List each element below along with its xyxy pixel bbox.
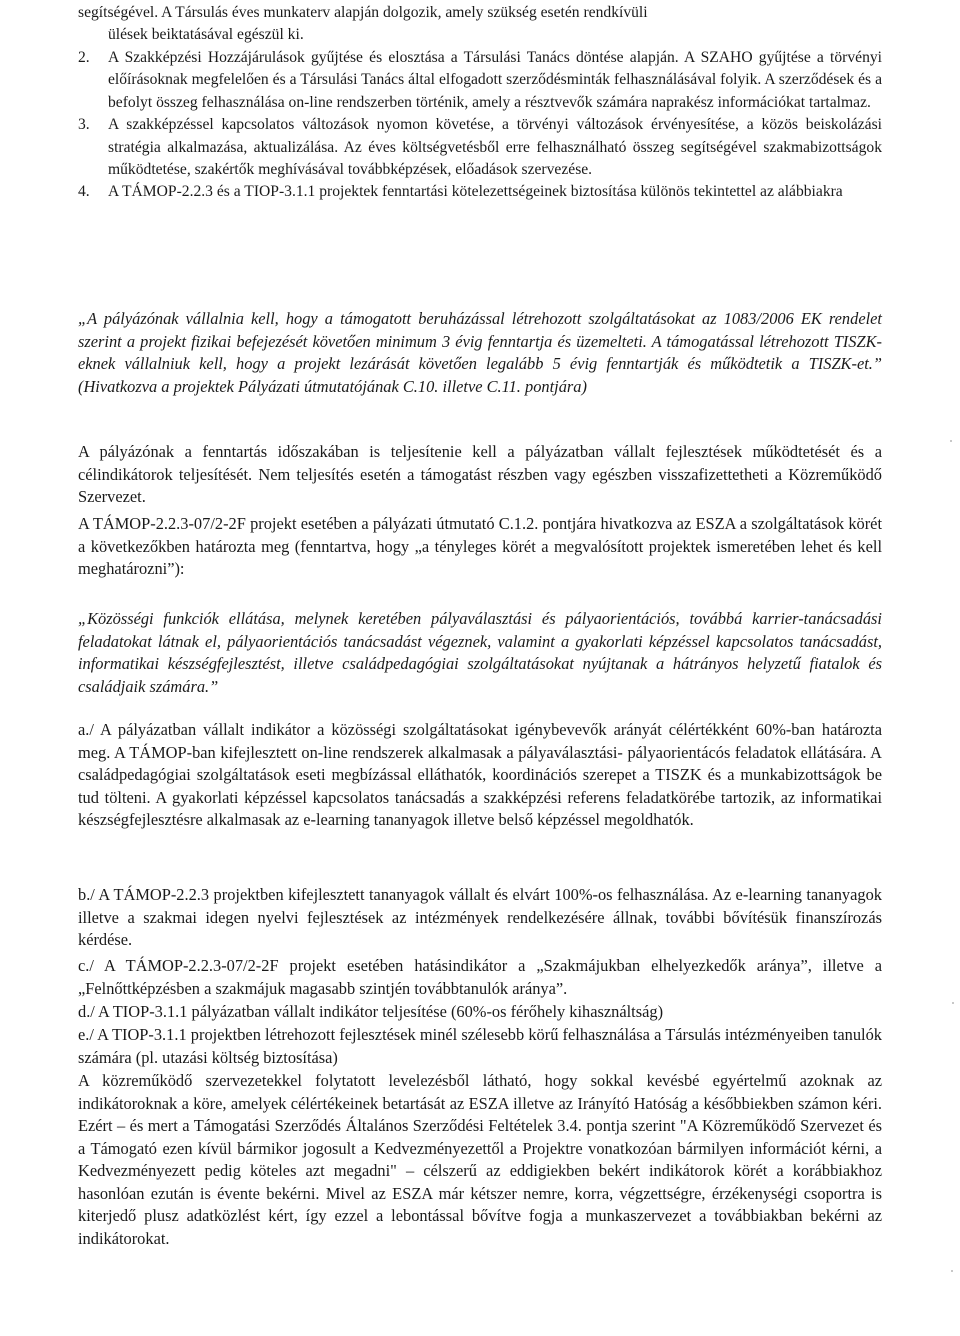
list-item [78,47,882,114]
paragraph-d-ferohely: d./ A TIOP-3.1.1 pályázatban vállalt indikátor teljesítése (60%-os férőhely kihasználtság) [78,1002,664,1021]
intro-paragraph [78,2,882,47]
paragraph-c-hatasindikator: c./ A TÁMOP-2.2.3-07/2-2F projekt esetében hatásindikátor a „Szakmájukban elhelyezkedők aránya”, illetve a „Felnőttképzésben a szakmájuk magasabb szintjén továbbtanulók aránya”. [78,956,882,998]
list-item [78,181,882,203]
paragraph-kozremukodo-szervezetek: A közreműködő szervezetekkel folytatott levelezésből látható, hogy sokkal kevésbé egyértelmű azoknak az indikátoroknak a köre, amelyek célértékeinek betartását az ESZA illetve az Irányító Hatóság a későbbiekben számon kéri. Ezért – és mert a Támogatási Szerződés Általános Szerződési Feltételek 3.4. pontja szerint "A Közreműködő Szervezet és a Támogató ezen kívül bármikor jogosult a Kedvezményezettől a Projektre vonatkozóan bármilyen információt kérni, a Kedvezményezett pedig köteles azt megadni" – célszerű az eddigiekben bekért indikátorok körét a korábbiakhoz hasonlóan ezután is évente bekérni. Mivel az ESZA már kétszer nemre, korra, végzettségre, érzékenységi csoportra is kiterjedő plusz adatközlést kért, így ezzel a lebontással bővítve fogja a munkaszervezet a továbbiakban bekérni az indikátorokat. [78,1071,882,1248]
intro-line-2: ülések beiktatásával egészül ki. [108,26,304,44]
paragraph-a-indikator: a./ A pályázatban vállalt indikátor a közösségi szolgáltatásokat igénybevevők arányát célértékként 60%-ban határozta meg. A TÁMOP-ban kifejlesztett on-line rendszerek alkalmasak a pályaválasztási- pályaorientácós feladatok ellátására. A családpedagógiai szolgáltatások eseti megbízással elláthatók, koordinációs szerepet a TISZK és a munkabizottságok be tud tölteni. A gyakorlati képzéssel kapcsolatos tanácsadás a szakképzési referens feladatkörébe tartozik, az informatikai készségfejlesztésre alkalmasak az e-learning tananyagok illetve belső képzéssel megoldhatók. [78,720,882,829]
list-item-text: A Szakképzési Hozzájárulások gyűjtése és elosztása a Társulási Tanács döntése alapján. A SZAHO gyűjtése a törvényi előírásoknak megfelelően és a Társulási Tanács által elfogadott szerződésminták felhasználásával folyik. A szerződések és a befolyt összeg felhasználása on-line rendszerben történik, amely a résztvevők számára naprakész információkat tartalmaz. [108,49,882,111]
scan-speck [950,440,952,442]
list-item-number: 2. [78,49,90,66]
scan-speck [951,1270,953,1272]
scan-speck [952,1002,954,1004]
paragraph-fenntartas-idoszak: A pályázónak a fenntartás időszakában is teljesítenie kell a pályázatban vállalt fejlesztések működtetését és a célindikátorok teljesítését. Nem teljesítés esetén a támogatást részben vagy egészben visszafizettetheti a Közreműködő Szervezet. [78,442,882,506]
numbered-list [78,47,882,204]
quote-fenntartas-reference: (Hivatkozva a projektek Pályázati útmutatójának C.10. illetve C.11. pontjára) [78,376,587,396]
paragraph-esza-szolgaltatasok: A TÁMOP-2.2.3-07/2-2F projekt esetében a pályázati útmutató C.1.2. pontjára hivatkozva az ESZA a szolgáltatások körét a következőkben határozta meg (fenntartva, hogy „a tényleges körét a megvalósított projektek ismeretében lehet és kell meghatározni”): [78,514,882,578]
quote-fenntartas [78,308,882,398]
intro-line-1: segítségével. A Társulás éves munkaterv alapján dolgozik, amely szükség esetén rendkívüli [78,4,648,21]
list-item-text: A szakképzéssel kapcsolatos változások nyomon követése, a törvényi változások érvényesítése, a közös beiskolázási stratégia alkalmazása, aktualizálása. Az éves költségvetésből erre felhasználható összeg segítségével szakmabizottságok működtetése, szakértők meghívásával továbbképzések, előadások szervezése. [108,116,882,179]
list-item-text: A TÁMOP-2.2.3 és a TIOP-3.1.1 projektek fenntartási kötelezettségeinek biztosítása különös tekintettel az alábbiakra [108,183,843,201]
quote-kozossegi-funkciok: „Közösségi funkciók ellátása, melynek keretében pályaválasztási és pályaorientációs, továbbá karrier-tanácsadási feladatokat látnak el, pályaorientációs tanácsadást végeznek, valamint a gyakorlati képzéssel kapcsolatos tanácsadást, informatikai készségfejlesztést, illetve családpedagógiai szolgáltatásokat nyújtanak a hátrányos helyzetű fiatalok és családjaik számára.” [78,609,882,696]
paragraph-e-tiop-fejlesztesek: e./ A TIOP-3.1.1 projektben létrehozott fejlesztések minél szélesebb körű felhasználása a Társulás intézményeiben tanulók számára (pl. utazási költség biztosítása) [78,1025,882,1067]
list-item-number: 4. [78,183,90,201]
paragraph-b-tananyagok: b./ A TÁMOP-2.2.3 projektben kifejlesztett tananyagok vállalt és elvárt 100%-os felhasználása. Az e-learning tananyagok illetve a szakmai idegen nyelvi fejlesztések az intézmények rendelkezésére állnak, további bővítésük finanszírozás kérdése. [78,885,882,949]
list-item [78,114,882,181]
quote-fenntartas-text: „A pályázónak vállalnia kell, hogy a támogatott beruházással létrehozott szolgáltatásokat az 1083/2006 EK rendelet szerint a projekt fizikai befejezését követően minimum 3 évig fenntartja és üzemelteti. A támogatással létrehozott TISZK-eknek vállalniuk kell, hogy a projekt lezárását követően legalább 5 évig fenntartják és működtetik a TISZK-et.” [78,309,882,373]
list-item-number: 3. [78,116,90,134]
